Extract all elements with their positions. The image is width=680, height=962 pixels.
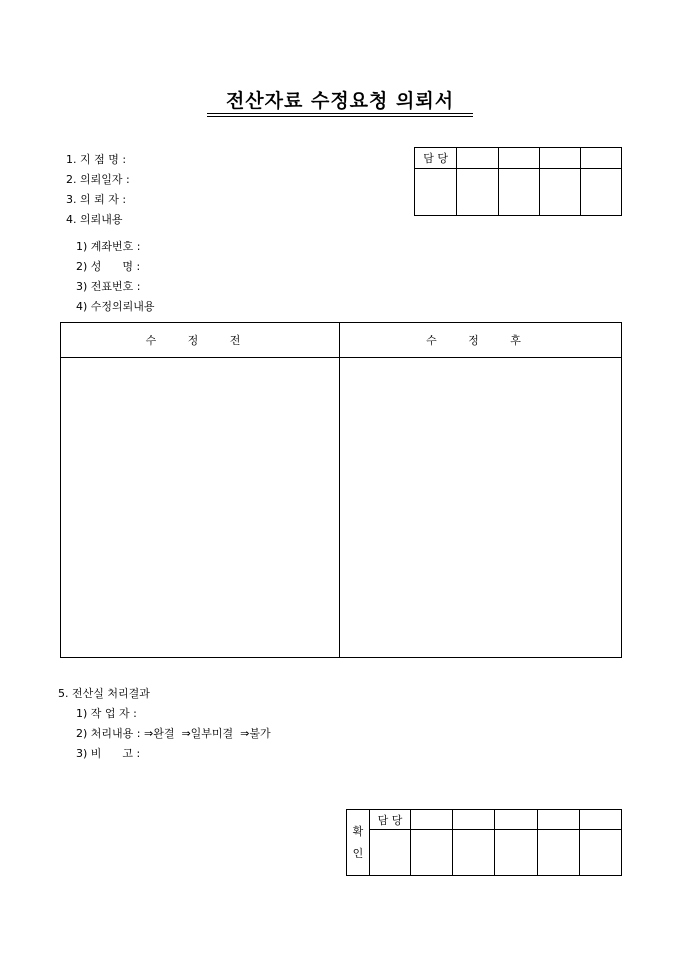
field-branch-name: 1. 지 점 명 : <box>66 153 127 166</box>
approval-box-bottom <box>346 809 622 876</box>
subfield-account-number: 1) 계좌번호 : <box>76 240 141 253</box>
approval-sign-cell[interactable] <box>415 169 457 216</box>
result-heading: 5. 전산실 처리결과 <box>58 687 150 700</box>
field-request-content: 4. 의뢰내용 <box>66 213 123 226</box>
approval-header-cell <box>539 148 580 169</box>
title-underline-1 <box>207 113 473 114</box>
approval-header-cell <box>498 148 539 169</box>
approval-sign-cell[interactable] <box>498 169 539 216</box>
after-content-cell[interactable] <box>340 358 622 658</box>
approval-sign-cell[interactable] <box>495 830 537 876</box>
approval-label-bottom: 담 당 <box>369 810 410 830</box>
approval-header-cell <box>580 148 621 169</box>
before-content-cell[interactable] <box>61 358 340 658</box>
result-processing: 2) 처리내용 : ⇒완결 ⇒일부미결 ⇒불가 <box>76 727 271 740</box>
approval-label-top: 담 당 <box>415 148 457 169</box>
approval-sign-cell[interactable] <box>453 830 495 876</box>
confirm-label: 확 인 <box>347 810 370 876</box>
approval-sign-cell[interactable] <box>537 830 579 876</box>
subfield-correction-content: 4) 수정의뢰내용 <box>76 300 155 313</box>
approval-sign-cell[interactable] <box>539 169 580 216</box>
approval-sign-cell[interactable] <box>457 169 498 216</box>
approval-sign-cell[interactable] <box>579 830 621 876</box>
approval-sign-cell[interactable] <box>369 830 410 876</box>
approval-sign-cell[interactable] <box>580 169 621 216</box>
approval-sign-cell[interactable] <box>411 830 453 876</box>
result-remarks: 3) 비 고 : <box>76 747 141 760</box>
after-header: 수 정 후 <box>340 323 622 358</box>
approval-header-cell <box>457 148 498 169</box>
approval-header-cell <box>411 810 453 830</box>
title-underline-2 <box>207 116 473 117</box>
field-requester: 3. 의 뢰 자 : <box>66 193 127 206</box>
before-header: 수 정 전 <box>61 323 340 358</box>
correction-table <box>60 322 622 658</box>
subfield-name: 2) 성 명 : <box>76 260 141 273</box>
approval-header-cell <box>453 810 495 830</box>
field-request-date: 2. 의뢰일자 : <box>66 173 130 186</box>
subfield-slip-number: 3) 전표번호 : <box>76 280 141 293</box>
document-title: 전산자료 수정요청 의뢰서 <box>225 90 455 112</box>
approval-header-cell <box>495 810 537 830</box>
approval-header-cell <box>537 810 579 830</box>
approval-header-cell <box>579 810 621 830</box>
result-worker: 1) 작 업 자 : <box>76 707 137 720</box>
approval-box-top <box>414 147 622 216</box>
